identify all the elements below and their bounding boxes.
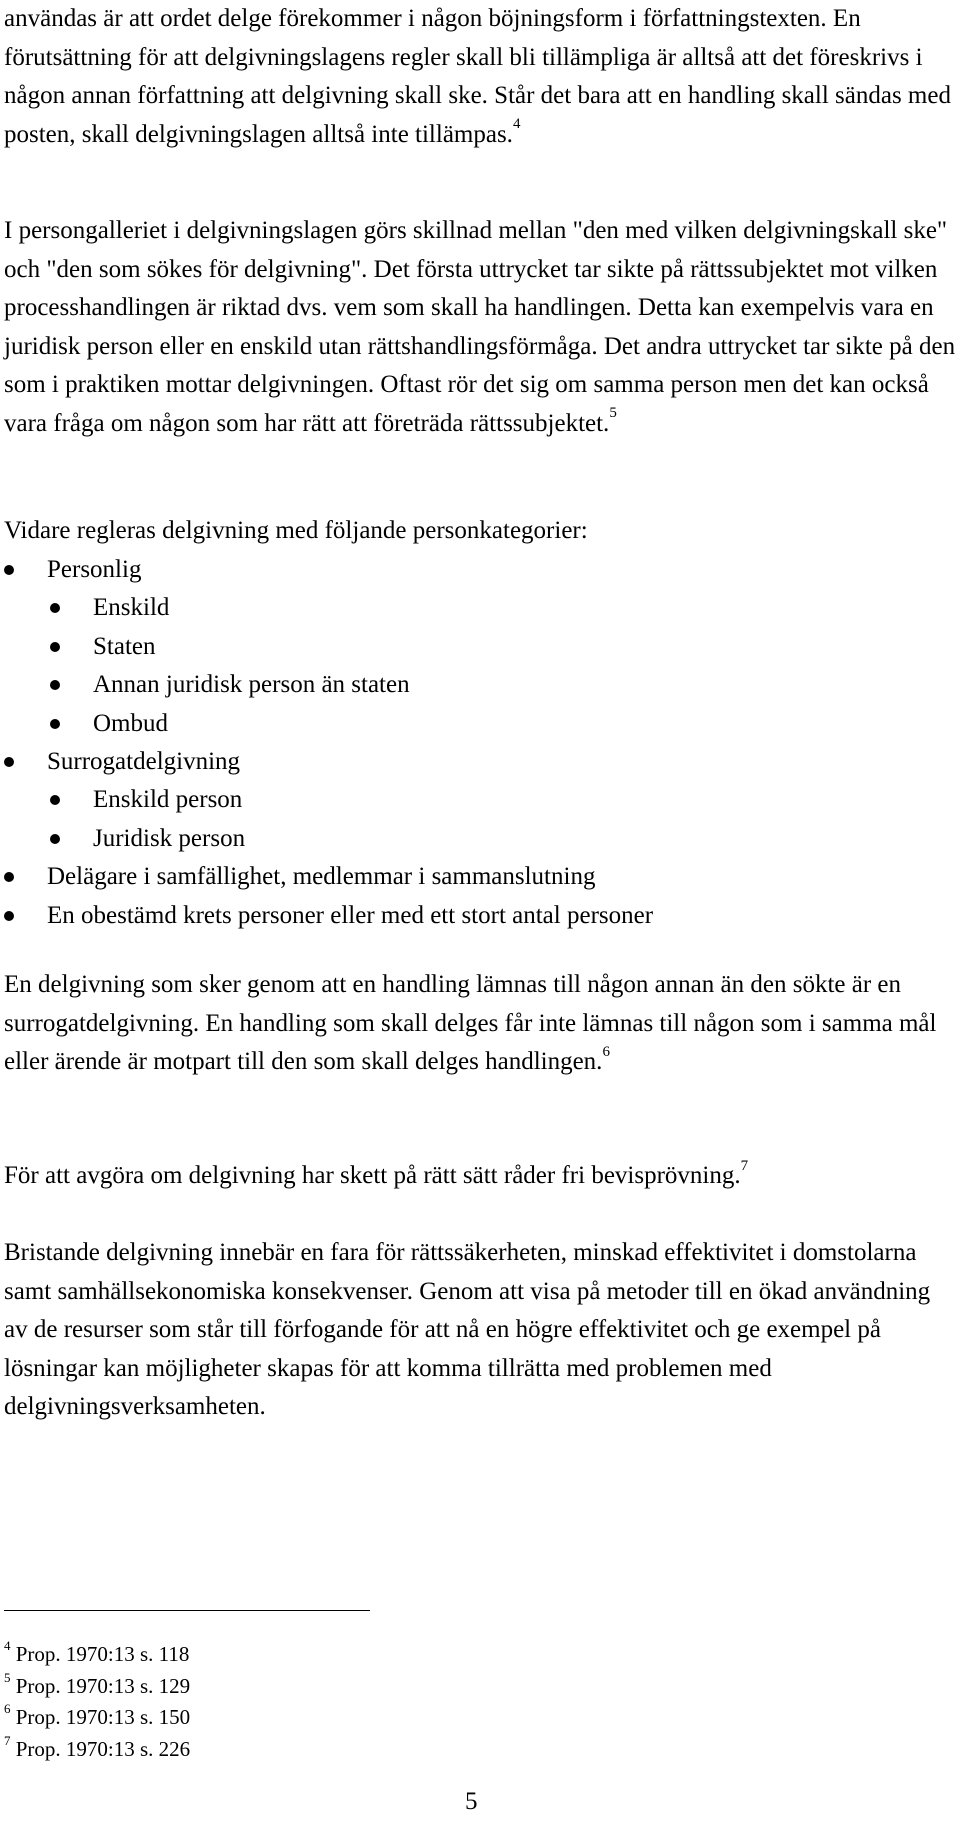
paragraph-bristande-delgivning: Bristande delgivning innebär en fara för rättssäkerheten, minskad effektivitet i domstolarna samt samhällsekonomiska konsekvenser. Genom att visa på metoder till en ökad användning av de resurser som står till förfogande för att nå en högre effektivitet och ge exempel på lösningar kan möjligheter skapas för att komma tillrätta med problemen med delgivningsverksamheten. <box>4 1239 931 1420</box>
bullet-icon <box>4 872 14 882</box>
list-item <box>0 897 960 935</box>
paragraph-bevisprovning <box>4 1157 956 1196</box>
paragraph-persongalleri <box>4 212 956 443</box>
list-item-label: Delägare i samfällighet, medlemmar i sammanslutning <box>47 863 596 891</box>
footnote-text: Prop. 1970:13 s. 226 <box>15 1736 191 1761</box>
footnote-divider <box>4 1610 370 1611</box>
paragraph-text: En delgivning som sker genom att en handling lämnas till någon annan än den sökte är en surrogatdelgivning. En handling som skall delges får inte lämnas till någon som i samma mål eller ärende är motpart till den som skall delges handlingen. <box>4 971 937 1075</box>
bullet-icon <box>4 757 14 767</box>
footnote-ref-6[interactable]: 6 <box>602 1043 610 1060</box>
bullet-icon <box>50 642 60 652</box>
footnote <box>4 1671 190 1703</box>
list-item <box>0 666 960 704</box>
list-item-label: Ombud <box>93 709 168 737</box>
footnote-text: Prop. 1970:13 s. 129 <box>15 1673 191 1698</box>
bullet-icon <box>4 911 14 921</box>
bullet-icon <box>50 603 60 613</box>
bullet-icon <box>50 834 60 844</box>
list-item <box>0 628 960 666</box>
footnote-ref-7[interactable]: 7 <box>740 1157 749 1174</box>
list-item-label: Juridisk person <box>93 824 246 852</box>
footnote-ref-4[interactable]: 4 <box>512 116 521 133</box>
list-item-label: Personlig <box>47 556 142 583</box>
list-item <box>0 705 960 743</box>
list-item <box>0 820 960 858</box>
list-item-label: Staten <box>93 632 156 660</box>
paragraph-surrogatdelgivning <box>4 966 956 1082</box>
bullet-icon <box>50 680 60 690</box>
bullet-icon <box>50 719 60 729</box>
list-item <box>0 589 960 627</box>
footnote-number: 6 <box>4 1701 11 1716</box>
list-item <box>0 858 960 896</box>
page-number: 5 <box>465 1788 478 1815</box>
paragraph-text: I persongalleriet i delgivningslagen görs skillnad mellan "den med vilken delgivningskall ske" och "den som sökes för delgivning". Det första uttrycket tar sikte på rättssubjektet mot vilken processhandlingen är riktad dvs. vem som skall ha handlingen. Detta kan exempelvis vara en juridisk person eller en enskild utan rättshandlingsförmåga. Det andra uttrycket tar sikte på den som i praktiken mottar delgivningen. Oftast rör det sig om samma person men det kan också vara fråga om någon som har rätt att företräda rättssubjektet. <box>4 217 956 437</box>
paragraph-text: För att avgöra om delgivning har skett på rätt sätt råder fri bevisprövning. <box>4 1162 741 1189</box>
footnote-text: Prop. 1970:13 s. 150 <box>15 1705 191 1729</box>
footnote <box>4 1639 190 1671</box>
list-intro: Vidare regleras delgivning med följande personkategorier: <box>4 517 588 544</box>
paragraph-delgivningslag-scope <box>4 0 956 154</box>
bullet-icon <box>50 795 60 805</box>
list-item <box>0 781 960 819</box>
footnote <box>4 1734 190 1766</box>
list-item <box>0 743 960 781</box>
person-category-list <box>0 551 960 935</box>
list-item-label: Enskild person <box>93 786 243 814</box>
bullet-icon <box>4 565 14 575</box>
footnote-number: 7 <box>4 1732 11 1748</box>
footnote-text: Prop. 1970:13 s. 118 <box>15 1642 190 1666</box>
list-item-label: Enskild <box>93 594 170 622</box>
paragraph-text: användas är att ordet delge förekommer i någon böjningsform i författningstexten. En förutsättning för att delgivningslagens regler skall bli tillämpliga är alltså att det föreskrivs i någon annan författning att delgivning skall ske. Står det bara att en handling skall sändas med posten, skall delgivningslagen alltså inte tillämpas. <box>4 5 951 148</box>
list-item-label: Annan juridisk person än staten <box>93 671 410 699</box>
footnote-number: 5 <box>4 1669 11 1685</box>
footnote-ref-5[interactable]: 5 <box>609 405 617 422</box>
list-item-label: En obestämd krets personer eller med ett stort antal personer <box>47 901 654 929</box>
footnote <box>4 1702 190 1734</box>
list-item <box>0 551 960 589</box>
footnote-number: 4 <box>4 1638 11 1653</box>
footnote-list <box>4 1639 190 1765</box>
list-item-label: Surrogatdelgivning <box>47 747 241 775</box>
